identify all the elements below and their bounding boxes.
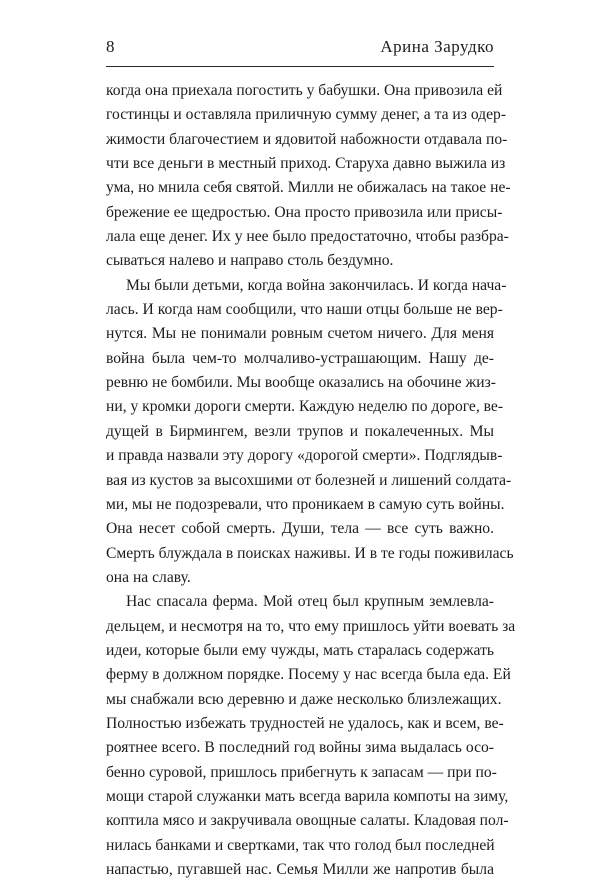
text-line: война была чем-то молчаливо-устрашающим. Нашу де- <box>106 349 494 367</box>
text-line: идеи, которые были ему чужды, мать старалась содержать <box>106 641 494 659</box>
text-line: ферму в должном порядке. Посему у нас всегда была еда. Ей <box>106 666 511 684</box>
text-line: и правда назвали эту дорогу «дорогой смерти». Подглядыв- <box>106 447 503 465</box>
text-line: ума, но мнила себя святой. Милли не обижалась на такое не- <box>106 179 511 197</box>
text-line: роятнее всего. В последний год войны зима выдалась осо- <box>106 739 494 757</box>
text-line: напастью, пугавшей нас. Семья Милли же напротив была <box>106 861 494 878</box>
text-line: лась. И когда нам сообщили, что наши отцы больше не вер- <box>106 301 503 319</box>
text-line: коптила мясо и закручивала овощные салаты. Кладовая пол- <box>106 812 509 830</box>
paragraph <box>106 79 511 274</box>
text-line: ми, мы не подозревали, что проникаем в самую суть войны. <box>106 495 505 513</box>
text-line: дельцем, и несмотря на то, что ему пришлось уйти воевать за <box>106 617 516 635</box>
text-line: лала еще денег. Их у нее было предостаточно, чтобы разбра- <box>106 228 509 246</box>
text-line: ни, у кромки дороги смерти. Каждую неделю по дороге, ве- <box>106 398 504 416</box>
text-line: ревню не бомбили. Мы вообще оказались на обочине жиз- <box>106 374 496 392</box>
text-line: нутся. Мы не понимали ровным счетом ничего. Для меня <box>106 325 494 343</box>
header-rule <box>106 66 494 67</box>
text-line: Она несет собой смерть. Души, тела — все суть важно. <box>106 520 494 538</box>
text-line: когда она приехала погостить у бабушки. Она привозила ей <box>106 82 503 99</box>
text-line: брежение ее щедростью. Она просто привозила или присы- <box>106 203 503 221</box>
text-line: Нас спасала ферма. Мой отец был крупным землевла- <box>126 593 494 611</box>
text-line: мощи старой служанки мать всегда варила компоты на зиму, <box>106 787 509 805</box>
text-line: сываться налево и направо столь бездумно. <box>106 252 394 270</box>
paragraph <box>106 274 514 590</box>
text-line: Мы были детьми, когда война закончилась. И когда нача- <box>126 276 507 294</box>
text-line: гостинцы и оставляла приличную сумму денег, а та из одер- <box>106 106 507 124</box>
running-title: Арина Зарудко <box>380 37 494 56</box>
text-line: бенно суровой, пришлось прибегнуть к запасам — при по- <box>106 763 497 781</box>
running-header <box>106 37 494 57</box>
text-line: мы снабжали всю деревню и даже несколько близлежащих. <box>106 690 502 708</box>
page-number: 8 <box>106 37 115 56</box>
text-line: дущей в Бирмингем, везли трупов и покалеченных. Мы <box>106 422 494 440</box>
text-line: жимости благочестием и ядовитой набожности отдавала по- <box>106 130 508 148</box>
text-line: нилась банками и свертками, так что голод был последней <box>106 836 495 854</box>
text-line: она на славу. <box>106 568 191 586</box>
paragraph <box>106 590 516 882</box>
text-line: чти все деньги в местный приход. Старуха давно выжила из <box>106 155 506 173</box>
text-body <box>106 79 516 882</box>
text-line: Полностью избежать трудностей не удалось, как и всем, ве- <box>106 714 504 732</box>
text-line: вая из кустов за высохшими от болезней и лишений солдата- <box>106 471 512 489</box>
text-line: Смерть блуждала в поисках наживы. И в те годы поживилась <box>106 544 514 562</box>
